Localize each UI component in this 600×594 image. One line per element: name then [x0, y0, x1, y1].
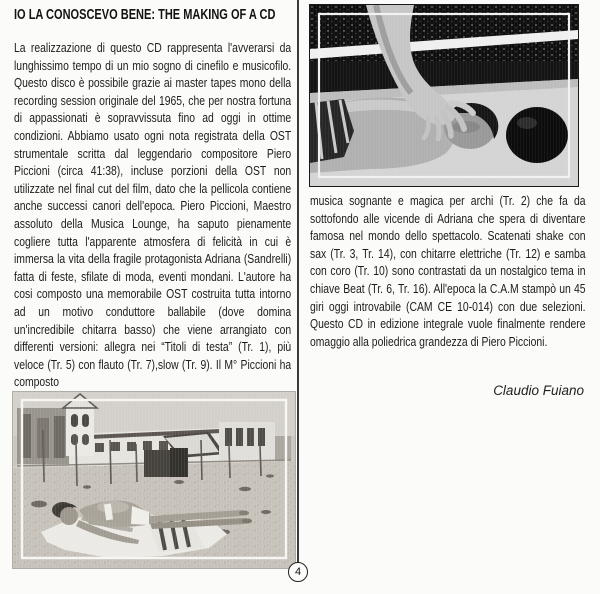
- column-divider: [297, 0, 299, 563]
- beach-photo: [13, 392, 295, 568]
- beach-photo-illustration: [13, 392, 295, 568]
- left-column-text: La realizzazione di questo CD rappresenta l'avverarsi da lunghissimo tempo di un mio sogno di cinefilo e musicofilo. Questo disco è possibile grazie ai master tapes mono della recording session originale del 1965, che per nostra fortuna di appassionati è sopravvissuta fino ad oggi in ottime condizioni. Abbiamo usato ogni nota registrata della OST strumentale scritta dal leggendario compositore Piero Piccioni (circa 41:38), incluse porzioni della OST non utilizzate nel final cut del film, dato che la pellicola contiene anche successi canori dell'epoca. Piero Piccioni, Maestro assoluto della Musica Lounge, ha saputo pienamente cogliere tutta l'apparente atmosfera di felicità in cui è immersa la vita della fragile protagonista Adriana (Sandrelli) fatta di feste, sfilate di moda, eventi mondani. L'autore ha cosi composto una memorabile OST costruita tutta intorno ad un motivo conduttore ballabile (dove domina un'incredibile chitarra basso) che viene arrangiato con differenti versioni: allegra nei “Titoli di testa” (Tr. 1), più veloce (Tr. 5) con flauto (Tr. 7),slow (Tr. 9). Il M° Piccioni ha composto: [14, 41, 292, 390]
- right-column-text: musica sognante e magica per archi (Tr. 2) che fa da sottofondo alle vicende di Adriana che spera di diventare famosa nel mondo dello spettacolo. Scatenati shake con sax (Tr. 3, Tr. 14), con chitarre elettriche (Tr. 12) e samba con coro (Tr. 10) sono contrastati da un nostalgico tema in chiave Beat (Tr. 6, Tr. 16). All'epoca la C.A.M stampò un 45 giri oggi introvabile (CAM CE 10-014) con due selezioni. Questo CD in edizione integrale vuole finalmente rendere omaggio alla poliedrica grandezza di Piero Piccioni.: [310, 194, 586, 349]
- author-signature: Claudio Fuiano: [493, 383, 584, 398]
- page-number-badge: [288, 562, 308, 582]
- wrestling-photo-illustration: [310, 5, 578, 186]
- page-number-text: 4: [294, 566, 302, 578]
- page-title: IO LA CONOSCEVO BENE: THE MAKING OF A CD: [14, 7, 276, 23]
- wrestling-photo: [310, 5, 578, 186]
